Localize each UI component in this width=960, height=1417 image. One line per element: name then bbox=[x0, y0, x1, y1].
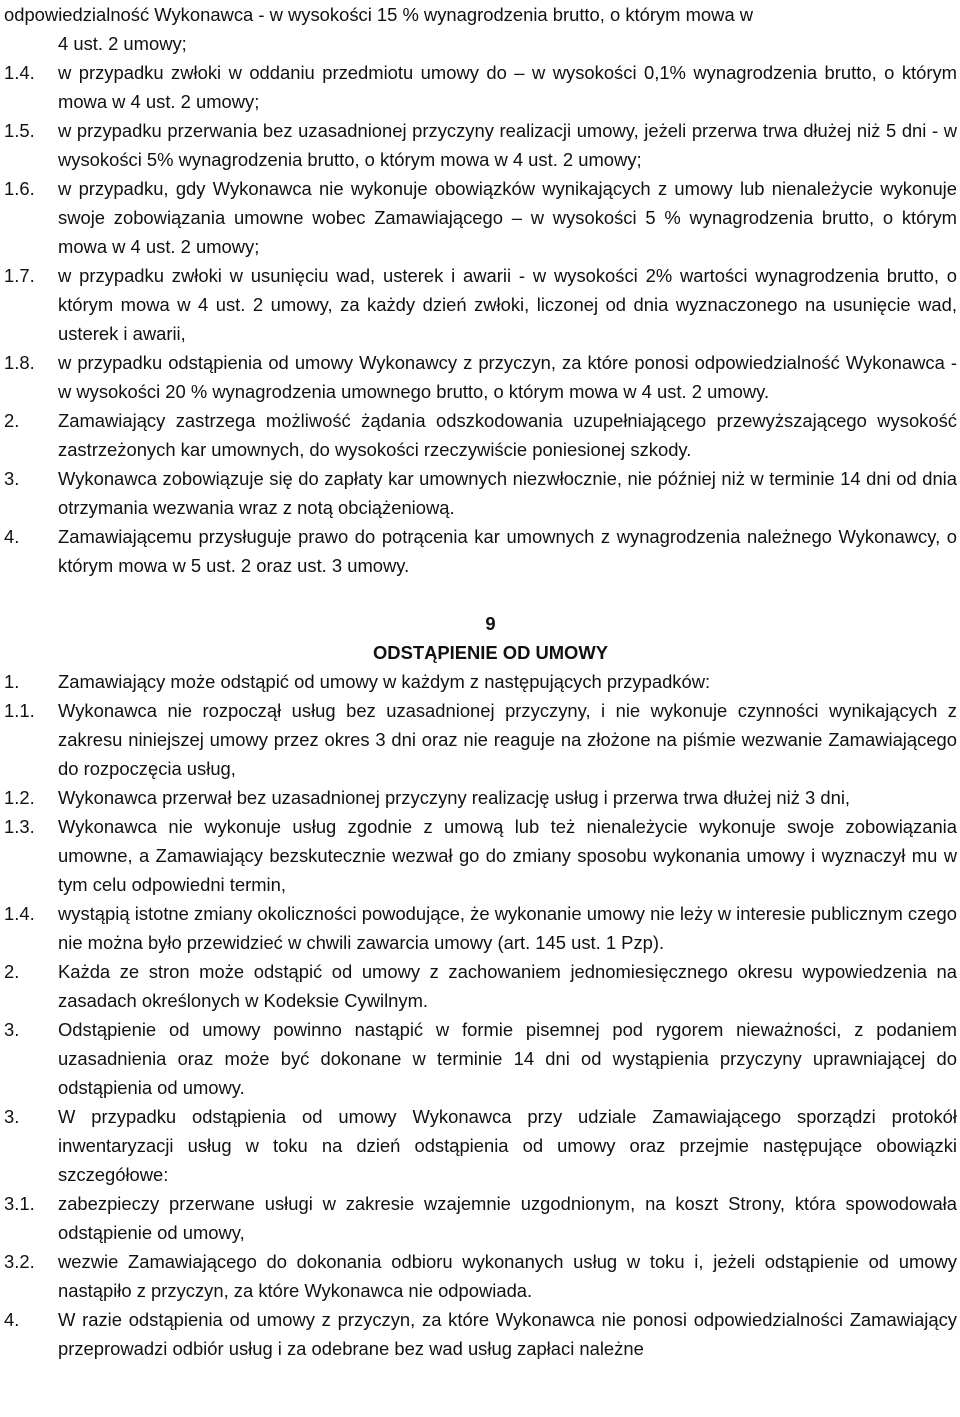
list-item bbox=[4, 899, 957, 957]
item-text: wystąpią istotne zmiany okoliczności powodujące, że wykonanie umowy nie leży w interesie publicznym czego nie można było przewidzieć w chwili zawarcia umowy (art. 145 ust. 1 Pzp). bbox=[58, 903, 957, 953]
item-number: 1.8. bbox=[4, 352, 35, 373]
item-number: 3. bbox=[4, 1019, 20, 1040]
withdrawal-list bbox=[4, 667, 957, 1363]
list-item bbox=[4, 812, 957, 899]
list-item bbox=[4, 174, 957, 261]
list-item bbox=[4, 58, 957, 116]
list-item bbox=[4, 1189, 957, 1247]
item-number: 3.1. bbox=[4, 1193, 35, 1214]
item-text: w przypadku zwłoki w oddaniu przedmiotu umowy do – w wysokości 0,1% wynagrodzenia brutto, o którym mowa w 4 ust. 2 umowy; bbox=[58, 62, 957, 112]
section-title: ODSTĄPIENIE OD UMOWY bbox=[372, 642, 608, 663]
item-text: Wykonawca przerwał bez uzasadnionej przyczyny realizację usług i przerwa trwa dłużej niż 3 dni, bbox=[58, 787, 851, 808]
item-number: 1.4. bbox=[4, 62, 35, 83]
list-item bbox=[4, 667, 957, 696]
list-item bbox=[4, 261, 957, 348]
item-text: Odstąpienie od umowy powinno nastąpić w formie pisemnej pod rygorem nieważności, z podaniem uzasadnienia oraz może być dokonane w terminie 14 dni od wystąpienia przyczyny uprawniającej do odstąpienia od umowy. bbox=[58, 1019, 957, 1098]
penalties-list bbox=[4, 58, 957, 580]
list-item bbox=[4, 1102, 957, 1189]
item-text: Wykonawca nie rozpoczął usług bez uzasadnionej przyczyny, i nie wykonuje czynności wynikających z zakresu niniejszej umowy przez okres 3 dni oraz nie reaguje na złożone na piśmie wezwanie Zamawiającego do rozpoczęcia usług, bbox=[58, 700, 957, 779]
list-item bbox=[4, 1015, 957, 1102]
item-number: 1. bbox=[4, 671, 20, 692]
list-item bbox=[4, 957, 957, 1015]
item-text: W razie odstąpienia od umowy z przyczyn, za które Wykonawca nie ponosi odpowiedzialności Zamawiający przeprowadzi odbiór usług i za odebrane bez wad usług zapłaci należne bbox=[58, 1309, 957, 1359]
item-number: 1.6. bbox=[4, 178, 35, 199]
list-item bbox=[4, 696, 957, 783]
list-item bbox=[4, 464, 957, 522]
item-text: w przypadku przerwania bez uzasadnionej przyczyny realizacji umowy, jeżeli przerwa trwa dłużej niż 5 dni - w wysokości 5% wynagrodzenia brutto, o którym mowa w 4 ust. 2 umowy; bbox=[58, 120, 957, 170]
item-number: 1.5. bbox=[4, 120, 35, 141]
item-text: Wykonawca zobowiązuje się do zapłaty kar umownych niezwłocznie, nie później niż w terminie 14 dni od dnia otrzymania wezwania wraz z notą obciążeniową. bbox=[58, 468, 957, 518]
item-number: 4. bbox=[4, 1309, 20, 1330]
item-number: 2. bbox=[4, 961, 20, 982]
item-text: Zamawiający zastrzega możliwość żądania odszkodowania uzupełniającego przewyższającego wysokość zastrzeżonych kar umownych, do wysokości rzeczywiście poniesionej szkody. bbox=[58, 410, 957, 460]
item-text: Każda ze stron może odstąpić od umowy z zachowaniem jednomiesięcznego okresu wypowiedzenia na zasadach określonych w Kodeksie Cywilnym. bbox=[58, 961, 957, 1011]
item-number: 1.2. bbox=[4, 787, 35, 808]
list-item bbox=[4, 1247, 957, 1305]
item-text: Zamawiający może odstąpić od umowy w każdym z następujących przypadków: bbox=[58, 671, 711, 692]
item-text: W przypadku odstąpienia od umowy Wykonawca przy udziale Zamawiającego sporządzi protokół inwentaryzacji usług w toku na dzień odstąpienia od umowy oraz przejmie następujące obowiązki szczegółowe: bbox=[58, 1106, 957, 1185]
list-item bbox=[4, 783, 957, 812]
item-text: w przypadku zwłoki w usunięciu wad, usterek i awarii - w wysokości 2% wartości wynagrodzenia brutto, o którym mowa w 4 ust. 2 umowy, za każdy dzień zwłoki, liczonej od dnia wyznaczonego na usunięcie wad, usterek i awarii, bbox=[58, 265, 957, 344]
list-item bbox=[4, 406, 957, 464]
item-text: Wykonawca nie wykonuje usług zgodnie z umową lub też nienależycie wykonuje swoje zobowiązania umowne, a Zamawiający bezskutecznie wezwał go do zmiany sposobu wykonania umowy i wyznaczył mu w tym celu odpowiedni termin, bbox=[58, 816, 957, 895]
item-number: 3. bbox=[4, 1106, 20, 1127]
item-number: 1.4. bbox=[4, 903, 35, 924]
item-number: 4. bbox=[4, 526, 20, 547]
blank-line bbox=[4, 580, 957, 609]
continuation-paragraph bbox=[4, 0, 957, 58]
list-item bbox=[4, 522, 957, 580]
item-number: 1.7. bbox=[4, 265, 35, 286]
item-number: 2. bbox=[4, 410, 20, 431]
list-item bbox=[4, 116, 957, 174]
item-text: Zamawiającemu przysługuje prawo do potrącenia kar umownych z wynagrodzenia należnego Wykonawcy, o którym mowa w 5 ust. 2 oraz ust. 3 umowy. bbox=[58, 526, 957, 576]
item-text: zabezpieczy przerwane usługi w zakresie wzajemnie uzgodnionym, na koszt Strony, która spowodowała odstąpienie od umowy, bbox=[58, 1193, 957, 1243]
item-text: wezwie Zamawiającego do dokonania odbioru wykonanych usług w toku i, jeżeli odstąpienie od umowy nastąpiło z przyczyn, za które Wykonawca nie odpowiada. bbox=[58, 1251, 957, 1301]
section-number: 9 bbox=[485, 613, 496, 634]
item-text: w przypadku, gdy Wykonawca nie wykonuje obowiązków wynikających z umowy lub nienależycie wykonuje swoje zobowiązania umowne wobec Zamawiającego – w wysokości 5 % wynagrodzenia brutto, o którym mowa w 4 ust. 2 umowy; bbox=[58, 178, 957, 257]
list-item bbox=[4, 1305, 957, 1363]
continuation-line-1: odpowiedzialność Wykonawca - w wysokości 15 % wynagrodzenia brutto, o którym mowa w bbox=[4, 4, 754, 25]
item-number: 3. bbox=[4, 468, 20, 489]
continuation-line-2: 4 ust. 2 umowy; bbox=[58, 33, 187, 54]
list-item bbox=[4, 348, 957, 406]
item-number: 1.3. bbox=[4, 816, 35, 837]
item-number: 1.1. bbox=[4, 700, 35, 721]
item-number: 3.2. bbox=[4, 1251, 35, 1272]
item-text: w przypadku odstąpienia od umowy Wykonawcy z przyczyn, za które ponosi odpowiedzialność Wykonawca - w wysokości 20 % wynagrodzenia umownego brutto, o którym mowa w 4 ust. 2 umowy. bbox=[58, 352, 957, 402]
